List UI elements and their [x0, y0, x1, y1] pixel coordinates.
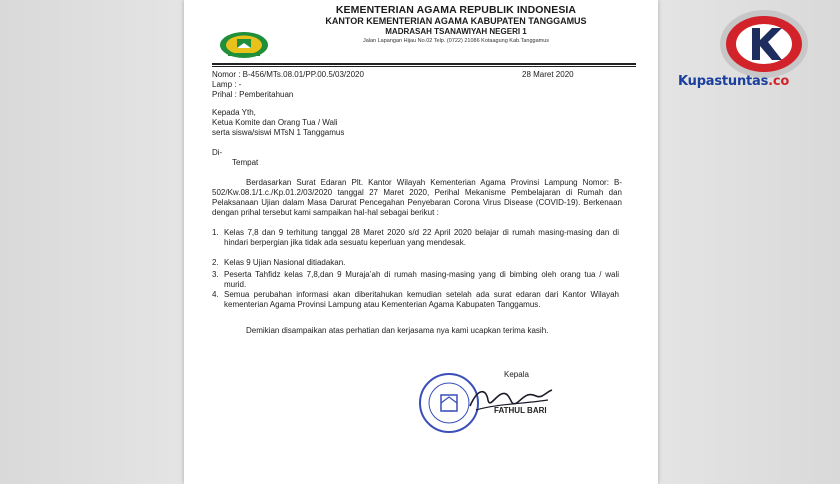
- letter-number: Nomor : B-456/MTs.08.01/PP.00.5/03/2020: [212, 70, 364, 79]
- office-name: KANTOR KEMENTERIAN AGAMA KABUPATEN TANGGAMUS: [325, 16, 587, 26]
- letter-subject: Prihal : Pemberitahuan: [212, 90, 294, 99]
- letterhead: [184, 0, 658, 70]
- item-number: 1.: [212, 228, 219, 237]
- letter-page: [184, 0, 658, 484]
- place-name: Tempat: [232, 158, 259, 167]
- item-number: 3.: [212, 270, 219, 279]
- place-prefix: Di-: [212, 148, 223, 157]
- ministry-name: KEMENTERIAN AGAMA REPUBLIK INDONESIA: [335, 4, 577, 16]
- site-suffix: .co: [768, 74, 790, 89]
- recipient-line: Ketua Komite dan Orang Tua / Wali: [212, 118, 338, 127]
- letterhead-divider: [212, 63, 636, 65]
- letter-date: 28 Maret 2020: [522, 70, 574, 79]
- handwritten-signature: [466, 382, 556, 416]
- letter-attachment: Lamp : -: [212, 80, 242, 89]
- opening-paragraph: Berdasarkan Surat Edaran Plt. Kantor Wilayah Kementerian Agama Provinsi Lampung Nomor: B-502/Kw.08.1/1.c./Kp.01.2/03/2020 tanggal 27 Maret 2020, Perihal Mekanisme Pembelajaran di Rumah dan Pelaksanaan Ujian dalam Masa Darurat Pencegahan Penyebaran Corona Virus Disease (COVID-19). Berkenaan dengan prihal tersebut kami sampaikan hal-hal sebagai berikut :: [212, 178, 622, 217]
- list-item: Kelas 7,8 dan 9 terhitung tanggal 28 Maret 2020 s/d 22 April 2020 belajar di rumah masing-masing dan di hindari berpergian jika tidak ada sesuatu keperluan yang mendesak.: [224, 228, 619, 247]
- recipient-greeting: Kepada Yth,: [212, 108, 256, 117]
- item-number: 2.: [212, 258, 219, 267]
- school-name: MADRASAH TSANAWIYAH NEGERI 1: [385, 27, 527, 36]
- kemenag-emblem-icon: [218, 30, 270, 60]
- letterhead-divider-thin: [212, 66, 636, 67]
- list-item: Kelas 9 Ujian Nasional ditiadakan.: [224, 258, 346, 267]
- site-name: Kupastuntas: [678, 74, 769, 89]
- school-address: Jalan Lapangan Hijau No.02 Telp. (0722) 21086 Kotaagung Kab.Tanggamus: [362, 38, 550, 44]
- institution-name-block: [276, 4, 636, 45]
- list-item: Peserta Tahfidz kelas 7,8,dan 9 Muraja’ah di rumah masing-masing yang di bimbing oleh orang tua / wali murid.: [224, 270, 619, 289]
- recipient-line: serta siswa/siswi MTsN 1 Tanggamus: [212, 128, 345, 137]
- closing-paragraph: Demikian disampaikan atas perhatian dan kerjasama nya kami ucapkan terima kasih.: [246, 326, 549, 335]
- item-number: 4.: [212, 290, 219, 299]
- signatory-title: Kepala: [504, 370, 529, 379]
- site-watermark: [678, 74, 789, 89]
- list-item: Semua perubahan informasi akan diberitahukan kemudian setelah ada surat edaran dari Kantor Wilayah kementerian Agama Provinsi Lampung atau Kementerian Agama Kabupaten Tanggamus.: [224, 290, 619, 309]
- signatory-name: FATHUL BARI: [494, 406, 547, 415]
